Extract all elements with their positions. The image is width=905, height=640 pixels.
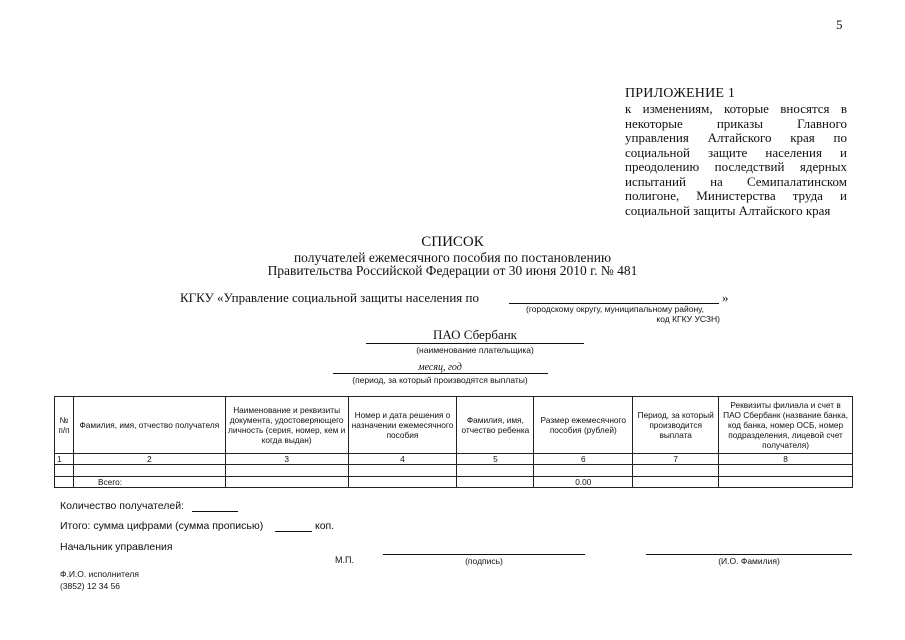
column-header: Номер и дата решения о назначении ежемесячного пособия: [348, 397, 457, 454]
column-header: Наименование и реквизиты документа, удостоверяющего личность (серия, номер, кем и когда выдан): [225, 397, 348, 454]
column-header: Размер ежемесячного пособия (рублей): [534, 397, 633, 454]
executor-phone: (3852) 12 34 56: [60, 581, 121, 591]
organization-suffix: »: [722, 290, 729, 305]
column-number: 2: [73, 454, 225, 465]
head-label: Начальник управления: [60, 541, 173, 553]
document-title: СПИСОК: [421, 234, 484, 250]
period-caption: (период, за который производятся выплаты): [352, 375, 528, 385]
column-header: Реквизиты филиала и счет в ПАО Сбербанк (название банка, код банка, номер ОСБ, номер подразделения, лицевой счет получателя): [719, 397, 853, 454]
sum-kop: коп.: [315, 520, 335, 532]
page-number: 5: [836, 17, 843, 32]
organization-prefix: КГКУ «Управление социальной защиты населения по: [180, 290, 479, 305]
payer-caption: (наименование плательщика): [416, 345, 534, 355]
executor-label: Ф.И.О. исполнителя: [60, 569, 139, 579]
sum-label: Итого: сумма цифрами (сумма прописью): [60, 520, 264, 532]
table-row: [55, 465, 853, 477]
document-subtitle-1: получателей ежемесячного пособия по постановлению: [293, 250, 612, 265]
signature-caption: (подпись): [465, 556, 503, 566]
recipients-count-blank: [192, 511, 238, 512]
table-total-row: [55, 477, 853, 488]
column-header: № п/п: [55, 397, 74, 454]
column-number: 4: [348, 454, 457, 465]
stamp-place: М.П.: [335, 555, 354, 565]
appendix-title: ПРИЛОЖЕНИЕ 1: [625, 86, 736, 101]
column-header: Период, за который производится выплата: [633, 397, 719, 454]
name-caption: (И.О. Фамилия): [718, 556, 780, 566]
signature-line: [383, 554, 585, 555]
period-underline: [333, 373, 548, 374]
payer-name: ПАО Сбербанк: [433, 327, 517, 342]
organization-caption-1: (городскому округу, муниципальному району,: [526, 304, 704, 314]
appendix-text: к изменениям, которые вносятся в некоторые приказы Главного управления Алтайского края по социальной защите населения и преодолению последствий ядерных испытаний на Семипалатинском полигоне, Министерства труда и социальной защиты Алтайского края: [625, 101, 847, 218]
column-header: Фамилия, имя, отчество получателя: [73, 397, 225, 454]
recipients-table: [54, 396, 853, 488]
payer-underline: [366, 343, 584, 344]
name-line: [646, 554, 852, 555]
column-number: 5: [457, 454, 534, 465]
document-subtitle-2: Правительства Российской Федерации от 30 июня 2010 г. № 481: [267, 263, 638, 278]
total-label: Всего:: [73, 477, 225, 488]
column-number: 8: [719, 454, 853, 465]
recipients-count-label: Количество получателей:: [60, 500, 184, 512]
total-amount: 0.00: [534, 477, 633, 488]
column-number-row: [55, 454, 853, 465]
column-number: 1: [55, 454, 74, 465]
organization-caption-2: код КГКУ УСЗН): [656, 314, 720, 324]
table-header-row: [55, 397, 853, 454]
sum-blank: [275, 531, 312, 532]
column-number: 7: [633, 454, 719, 465]
column-number: 3: [225, 454, 348, 465]
column-number: 6: [534, 454, 633, 465]
period-value: месяц, год: [418, 362, 462, 373]
column-header: Фамилия, имя, отчество ребенка: [457, 397, 534, 454]
